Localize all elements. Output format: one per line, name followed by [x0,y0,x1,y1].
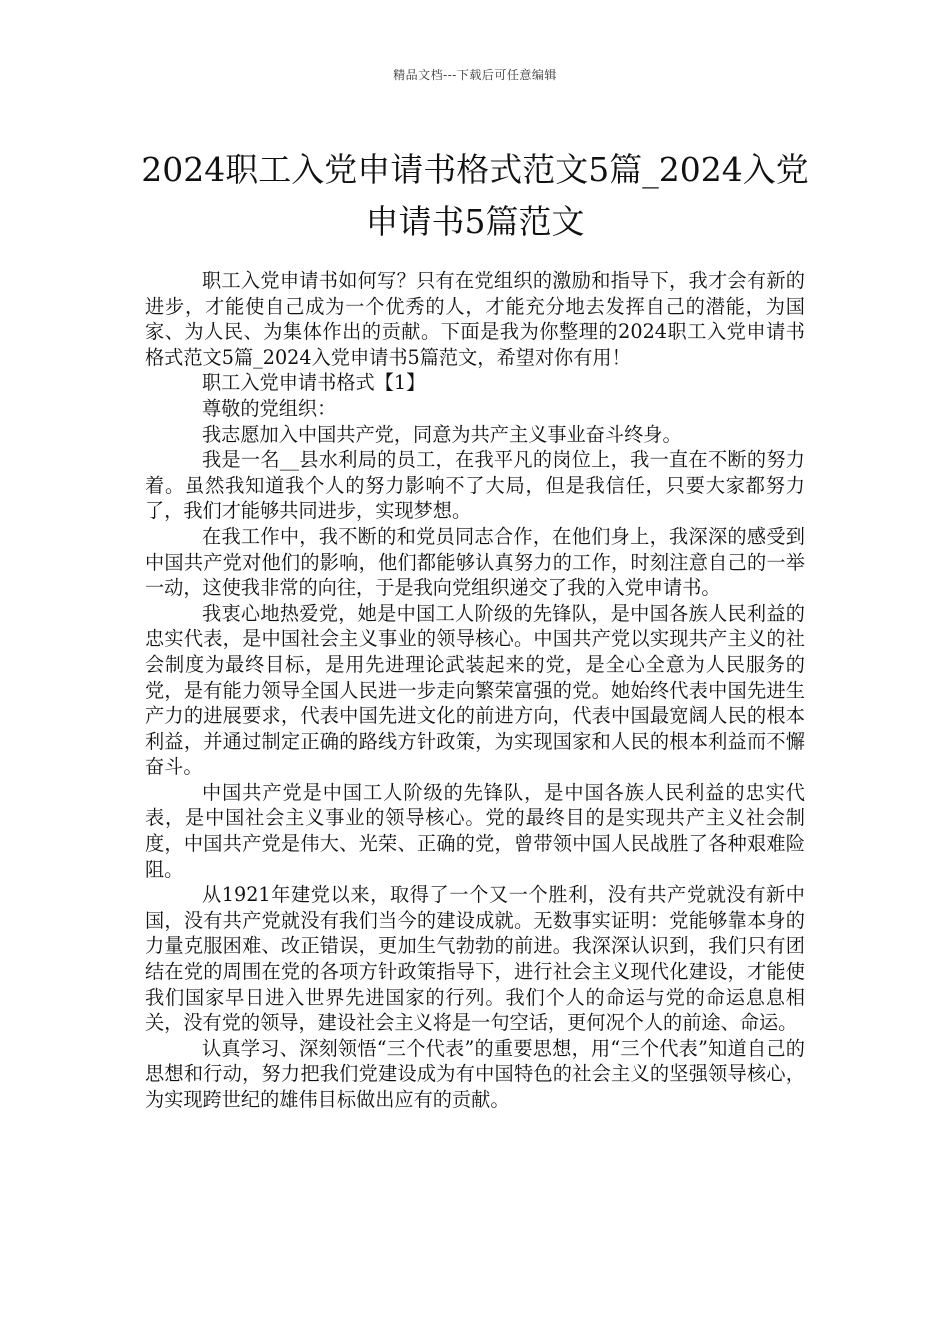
body-paragraph: 中国共产党是中国工人阶级的先锋队，是中国各族人民利益的忠实代表，是中国社会主义事业的领导核心。党的最终目的是实现共产主义社会制度，中国共产党是伟大、光荣、正确的党，曾带领中国人民战胜了各种艰难险阻。 [145,780,805,881]
header-note: 精品文档---下载后可任意编辑 [393,68,557,82]
body-paragraph: 认真学习、深刻领悟“三个代表”的重要思想，用“三个代表”知道自己的思想和行动，努力把我们党建设成为有中国特色的社会主义的坚强领导核心，为实现跨世纪的雄伟目标做出应有的贡献。 [145,1036,805,1111]
body-paragraph: 在我工作中，我不断的和党员同志合作，在他们身上，我深深的感受到中国共产党对他们的影响，他们都能够认真努力的工作，时刻注意自己的一举一动，这使我非常的向往，于是我向党组织递交了我的入党申请书。 [145,524,805,600]
body-paragraph: 我是一名__县水利局的员工，在我平凡的岗位上，我一直在不断的努力着。虽然我知道我个人的努力影响不了大局，但是我信任，只要大家都努力了，我们才能够共同进步，实现梦想。 [145,448,805,523]
salutation: 尊敬的党组织： [202,396,337,420]
section-heading: 职工入党申请书格式【1】 [202,371,426,395]
body-paragraph: 我衷心地热爱党，她是中国工人阶级的先锋队，是中国各族人民利益的忠实代表，是中国社会主义事业的领导核心。中国共产党以实现共产主义的社会制度为最终目标，是用先进理论武装起来的党，是全心全意为人民服务的党，是有能力领导全国人民进一步走向繁荣富强的党。她始终代表中国先进生产力的进展要求，代表中国先进文化的前进方向，代表中国最宽阔人民的根本利益，并通过制定正确的路线方针政策，为实现国家和人民的根本利益而不懈奋斗。 [145,601,805,779]
document-body [145,268,805,1113]
intro-paragraph: 职工入党申请书如何写？只有在党组织的激励和指导下，我才会有新的进步，才能使自己成为一个优秀的人，才能充分地去发挥自己的潜能，为国家、为人民、为集体作出的贡献。下面是我为你整理的2024职工入党申请书格式范文5篇_2024入党申请书5篇范文，希望对你有用！ [145,269,805,369]
body-paragraph: 我志愿加入中国共产党，同意为共产主义事业奋斗终身。 [202,422,682,446]
document-title: 2024职工入党申请书格式范文5篇_2024入党申请书5篇范文 [141,150,809,242]
body-paragraph: 从1921年建党以来，取得了一个又一个胜利，没有共产党就没有新中国，没有共产党就没有我们当今的建设成就。无数事实证明：党能够靠本身的力量克服困难、改正错误，更加生气勃勃的前进。我深深认识到，我们只有团结在党的周围在党的各项方针政策指导下，进行社会主义现代化建设，才能使我们国家早日进入世界先进国家的行列。我们个人的命运与党的命运息息相关，没有党的领导，建设社会主义将是一句空话，更何况个人的前途、命运。 [145,883,805,1035]
